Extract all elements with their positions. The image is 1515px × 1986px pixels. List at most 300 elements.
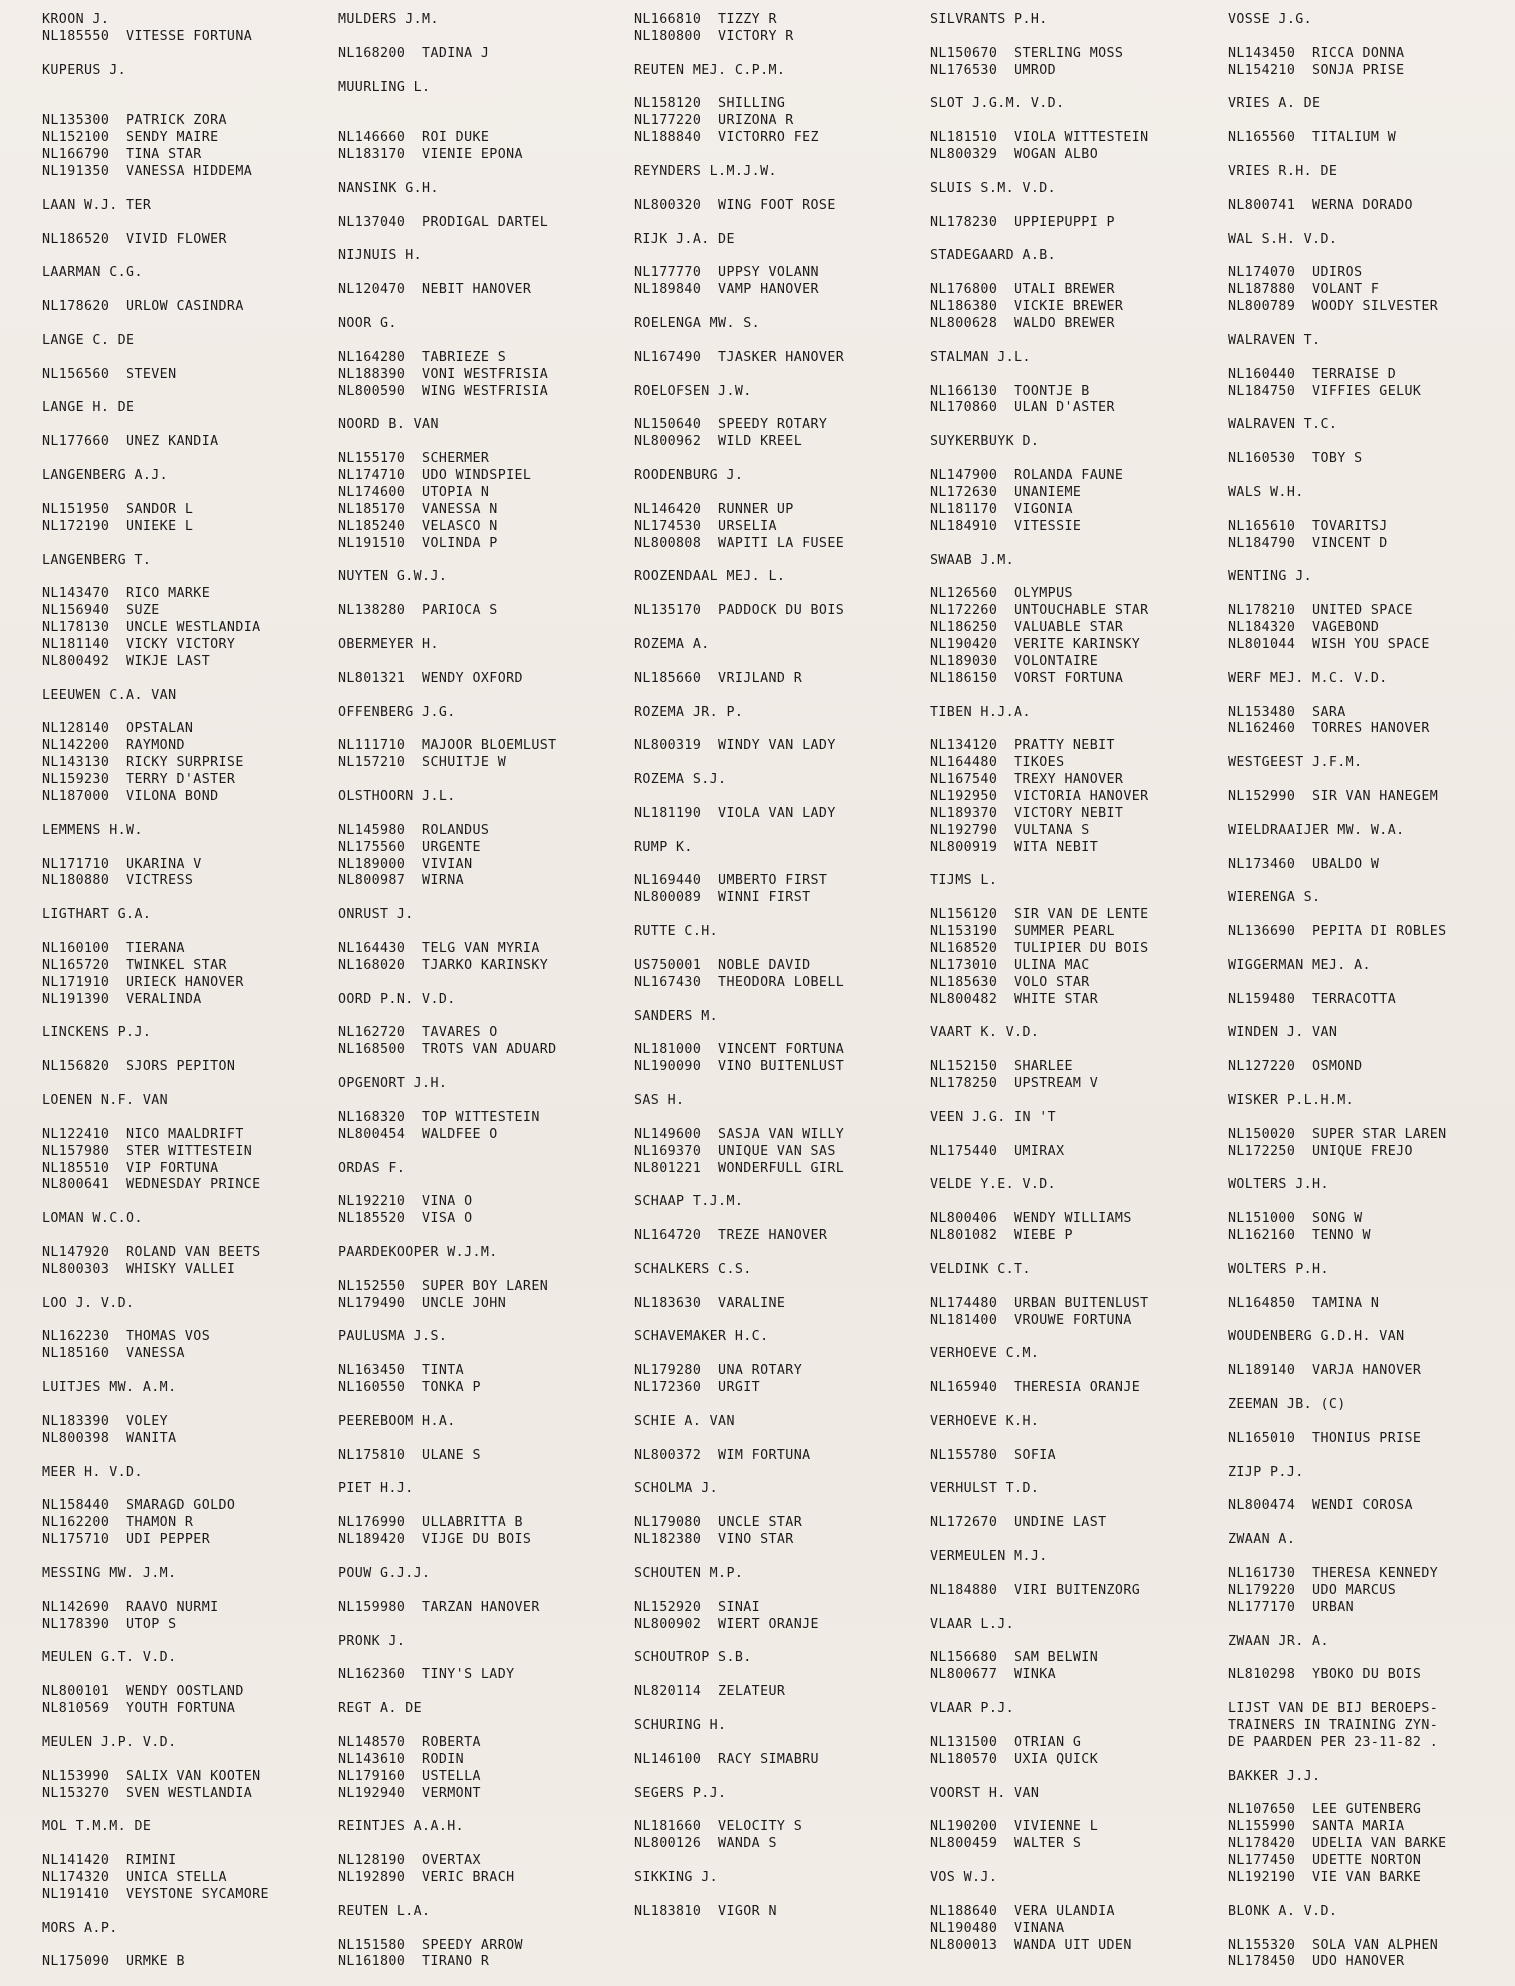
text-line: NL156560 STEVEN <box>42 366 177 382</box>
text-line <box>338 1093 634 1110</box>
text-line <box>1228 772 1515 789</box>
text-line: VRIES R.H. DE <box>1228 164 1338 180</box>
text-line: NL122410 NICO MAALDRIFT <box>42 1126 244 1142</box>
text-line: NL173010 ULINA MAC <box>930 957 1090 973</box>
text-line: REGT A. DE <box>338 1701 423 1717</box>
text-line: ROOZENDAAL MEJ. L. <box>634 569 786 585</box>
text-line: RUTTE C.H. <box>634 924 719 940</box>
text-line <box>1228 1887 1515 1904</box>
text-line <box>42 1076 338 1093</box>
text-line: NL156120 SIR VAN DE LENTE <box>930 907 1149 923</box>
text-line: WENTING J. <box>1228 569 1313 585</box>
text-line: NL172630 UNANIEME <box>930 484 1082 500</box>
text-line <box>930 1397 1226 1414</box>
text-line: NL153480 SARA <box>1228 704 1346 720</box>
text-line <box>634 46 930 63</box>
text-line: NL800641 WEDNESDAY PRINCE <box>42 1177 261 1193</box>
text-line: WERF MEJ. M.C. V.D. <box>1228 670 1388 686</box>
text-line: NL174070 UDIROS <box>1228 265 1363 281</box>
text-line: NL152100 SENDY MAIRE <box>42 130 219 146</box>
text-line: NL174530 URSELIA <box>634 518 777 534</box>
text-line: OLSTHOORN J.L. <box>338 788 456 804</box>
text-line <box>338 772 634 789</box>
text-line <box>42 890 338 907</box>
text-line: NL800454 WALDFEE O <box>338 1126 498 1142</box>
text-line <box>634 1110 930 1127</box>
text-line <box>42 1110 338 1127</box>
text-line <box>1228 181 1515 198</box>
text-line: NL179080 UNCLE STAR <box>634 1515 803 1531</box>
text-line: STADEGAARD A.B. <box>930 248 1057 264</box>
text-line: PIET H.J. <box>338 1481 414 1497</box>
text-line <box>338 1549 634 1566</box>
text-line: NL164720 TREZE HANOVER <box>634 1228 828 1244</box>
text-line: LANGE H. DE <box>42 400 135 416</box>
text-line: SCHOUTROP S.B. <box>634 1650 752 1666</box>
text-line <box>930 1245 1226 1262</box>
text-line: NL168320 TOP WITTESTEIN <box>338 1109 540 1125</box>
text-line <box>930 1431 1226 1448</box>
text-line: NL151580 SPEEDY ARROW <box>338 1937 523 1953</box>
text-line: VOSSE J.G. <box>1228 12 1313 27</box>
text-line <box>930 1532 1226 1549</box>
text-line <box>634 1465 930 1482</box>
text-line <box>930 1093 1226 1110</box>
text-line: ZWAAN A. <box>1228 1532 1296 1548</box>
text-line <box>634 1701 930 1718</box>
text-line <box>42 1938 338 1955</box>
text-line <box>930 1887 1226 1904</box>
text-line <box>1228 1481 1515 1498</box>
text-line <box>634 1211 930 1228</box>
text-line: NL184320 VAGEBOND <box>1228 620 1380 636</box>
text-line <box>1228 1921 1515 1938</box>
text-line: NL143470 RICO MARKE <box>42 586 211 602</box>
text-line <box>338 890 634 907</box>
text-line <box>930 367 1226 384</box>
text-line <box>42 1718 338 1735</box>
text-line: LAAN W.J. TER <box>42 197 152 213</box>
text-line: NL184880 VIRI BUITENZORG <box>930 1582 1141 1598</box>
text-line <box>42 840 338 857</box>
text-line: NL177220 URIZONA R <box>634 113 794 129</box>
text-line: NL810569 YOUTH FORTUNA <box>42 1701 236 1717</box>
text-line: NL150640 SPEEDY ROTARY <box>634 417 828 433</box>
text-line <box>1228 1279 1515 1296</box>
text-line <box>1228 1245 1515 1262</box>
text-line: NL178250 UPSTREAM V <box>930 1076 1099 1092</box>
text-line <box>1228 80 1515 97</box>
text-line: WOLTERS P.H. <box>1228 1261 1329 1277</box>
text-line: NL146420 RUNNER UP <box>634 501 794 517</box>
text-line: NL186380 VICKIE BREWER <box>930 299 1124 315</box>
text-line <box>930 1042 1226 1059</box>
text-line: NL185550 VITESSE FORTUNA <box>42 28 253 44</box>
text-line: NL178450 UDO HANOVER <box>1228 1954 1405 1970</box>
text-line: VEEN J.G. IN 'T <box>930 1109 1057 1125</box>
text-line <box>338 1617 634 1634</box>
text-line: NL156940 SUZE <box>42 603 160 619</box>
text-line: WOUDENBERG G.D.H. VAN <box>1228 1329 1405 1345</box>
text-line: NL165560 TITALIUM W <box>1228 130 1397 146</box>
text-line: LOMAN W.C.O. <box>42 1211 143 1227</box>
text-line <box>1228 113 1515 130</box>
text-line: NL176990 ULLABRITTA B <box>338 1515 523 1531</box>
text-line: REYNDERS L.M.J.W. <box>634 164 777 180</box>
text-line <box>338 299 634 316</box>
text-line <box>634 1245 930 1262</box>
text-line: NL169440 UMBERTO FIRST <box>634 873 828 889</box>
text-line: NL162460 TORRES HANOVER <box>1228 721 1430 737</box>
text-line: NL160530 TOBY S <box>1228 451 1363 467</box>
text-line: NL183630 VARALINE <box>634 1295 786 1311</box>
text-line <box>338 1498 634 1515</box>
text-line: NL152150 SHARLEE <box>930 1059 1073 1075</box>
text-line: WIELDRAAIJER MW. W.A. <box>1228 822 1405 838</box>
text-line: NL181190 VIOLA VAN LADY <box>634 805 836 821</box>
text-line: NL175710 UDI PEPPER <box>42 1532 211 1548</box>
text-line <box>930 80 1226 97</box>
text-line: NL174320 UNICA STELLA <box>42 1869 227 1885</box>
text-line: NL801221 WONDERFULL GIRL <box>634 1160 845 1176</box>
text-line <box>1228 1042 1515 1059</box>
text-line <box>1228 806 1515 823</box>
text-line: NL188390 VONI WESTFRISIA <box>338 366 549 382</box>
text-line: NL192210 VINA O <box>338 1194 473 1210</box>
text-line <box>1228 1009 1515 1026</box>
text-line <box>930 857 1226 874</box>
text-line <box>338 198 634 215</box>
text-line <box>930 417 1226 434</box>
text-line: ZEEMAN JB. (C) <box>1228 1397 1346 1413</box>
text-line <box>1228 1194 1515 1211</box>
text-line <box>634 857 930 874</box>
text-line: NL190480 VINANA <box>930 1920 1065 1936</box>
text-line: NL157980 STER WITTESTEIN <box>42 1143 253 1159</box>
text-line: NL190200 VIVIENNE L <box>930 1819 1099 1835</box>
text-line <box>930 1802 1226 1819</box>
text-line <box>634 620 930 637</box>
text-line <box>1228 1650 1515 1667</box>
text-line: NL192950 VICTORIA HANOVER <box>930 788 1149 804</box>
text-line <box>930 1769 1226 1786</box>
text-line: NL800319 WINDY VAN LADY <box>634 738 836 754</box>
text-line: SCHIE A. VAN <box>634 1413 735 1429</box>
text-line <box>338 1397 634 1414</box>
text-line: NL174710 UDO WINDSPIEL <box>338 468 532 484</box>
column-3 <box>634 12 930 1921</box>
text-line <box>338 586 634 603</box>
text-line: NL172360 URGIT <box>634 1380 761 1396</box>
text-line <box>338 1921 634 1938</box>
text-line: NL186520 VIVID FLOWER <box>42 231 227 247</box>
text-line: NL156820 SJORS PEPITON <box>42 1059 236 1075</box>
text-line: NL178130 UNCLE WESTLANDIA <box>42 620 261 636</box>
text-line <box>338 620 634 637</box>
text-line: NL151000 SONG W <box>1228 1211 1363 1227</box>
text-line: NL131500 OTRIAN G <box>930 1734 1082 1750</box>
text-line: NL107650 LEE GUTENBERG <box>1228 1802 1422 1818</box>
column-5 <box>1228 12 1515 1971</box>
text-line: LEEUWEN C.A. VAN <box>42 687 177 703</box>
text-line <box>42 1397 338 1414</box>
text-line <box>634 654 930 671</box>
text-line <box>338 1465 634 1482</box>
text-line: NL166810 TIZZY R <box>634 12 777 27</box>
text-line <box>634 1279 930 1296</box>
text-line: MESSING MW. J.M. <box>42 1565 177 1581</box>
text-line <box>338 1684 634 1701</box>
text-line <box>634 333 930 350</box>
text-line: NL160100 TIERANA <box>42 940 185 956</box>
text-line <box>1228 975 1515 992</box>
text-line: VAART K. V.D. <box>930 1025 1040 1041</box>
text-line <box>42 924 338 941</box>
text-line: NL181510 VIOLA WITTESTEIN <box>930 130 1149 146</box>
text-line: NL178390 UTOP S <box>42 1616 177 1632</box>
text-line: NL127220 OSMOND <box>1228 1059 1363 1075</box>
text-line: NL181400 VROUWE FORTUNA <box>930 1312 1132 1328</box>
text-line <box>634 147 930 164</box>
text-line <box>42 671 338 688</box>
text-line: NL177770 UPPSY VOLANN <box>634 265 819 281</box>
text-line: NL179490 UNCLE JOHN <box>338 1295 507 1311</box>
text-line: SCHOUTEN M.P. <box>634 1565 744 1581</box>
text-line <box>634 1346 930 1363</box>
text-line <box>42 1904 338 1921</box>
text-line: NL191390 VERALINDA <box>42 991 202 1007</box>
text-line: VLAAR L.J. <box>930 1616 1015 1632</box>
text-line: VERHOEVE C.M. <box>930 1346 1040 1362</box>
text-line <box>42 1313 338 1330</box>
text-line: SCHOLMA J. <box>634 1481 719 1497</box>
text-line: NL162200 THAMON R <box>42 1515 194 1531</box>
text-line <box>1228 468 1515 485</box>
text-line <box>930 1684 1226 1701</box>
text-line <box>634 1853 930 1870</box>
text-line: NL155990 SANTA MARIA <box>1228 1819 1405 1835</box>
text-line: SCHALKERS C.S. <box>634 1261 752 1277</box>
text-line: NL800329 WOGAN ALBO <box>930 147 1099 163</box>
text-line: NL168500 TROTS VAN ADUARD <box>338 1042 557 1058</box>
text-line: NL179160 USTELLA <box>338 1768 481 1784</box>
text-line: NL800482 WHITE STAR <box>930 991 1099 1007</box>
text-line: NL166790 TINA STAR <box>42 147 202 163</box>
text-line <box>930 265 1226 282</box>
text-line: LINCKENS P.J. <box>42 1025 152 1041</box>
text-line: NL185160 VANESSA <box>42 1346 185 1362</box>
text-line: REUTEN L.A. <box>338 1903 431 1919</box>
text-line <box>634 248 930 265</box>
text-line: NL153190 SUMMER PEARL <box>930 924 1115 940</box>
text-line <box>338 1059 634 1076</box>
text-line <box>634 1802 930 1819</box>
text-line <box>42 1752 338 1769</box>
text-line: POUW G.J.J. <box>338 1565 431 1581</box>
text-line <box>930 1127 1226 1144</box>
text-line <box>1228 502 1515 519</box>
text-line: NL183810 VIGOR N <box>634 1903 777 1919</box>
text-line: LIJST VAN DE BIJ BEROEPS- <box>1228 1701 1439 1717</box>
text-line <box>338 1650 634 1667</box>
column-4 <box>930 12 1226 1954</box>
text-line <box>930 1161 1226 1178</box>
text-line <box>42 215 338 232</box>
text-line: NL138280 PARIOCA S <box>338 603 498 619</box>
text-line <box>1228 1313 1515 1330</box>
text-line: US750001 NOBLE DAVID <box>634 957 811 973</box>
text-line: WALRAVEN T. <box>1228 332 1321 348</box>
text-line: NL171710 UKARINA V <box>42 856 202 872</box>
text-line: SEGERS P.J. <box>634 1785 727 1801</box>
text-line: NL161730 THERESA KENNEDY <box>1228 1565 1439 1581</box>
text-line: LOO J. V.D. <box>42 1295 135 1311</box>
text-line <box>930 29 1226 46</box>
text-line <box>1228 147 1515 164</box>
text-line <box>42 569 338 586</box>
text-line: LUITJES MW. A.M. <box>42 1380 177 1396</box>
text-line <box>338 164 634 181</box>
text-line <box>930 1853 1226 1870</box>
text-line: WISKER P.L.H.M. <box>1228 1093 1355 1108</box>
text-line <box>1228 840 1515 857</box>
text-line: NL171910 URIECK HANOVER <box>42 974 244 990</box>
text-line: NL190420 VERITE KARINSKY <box>930 636 1141 652</box>
text-line <box>930 1279 1226 1296</box>
text-line: VELDINK C.T. <box>930 1261 1031 1277</box>
text-line: PAULUSMA J.S. <box>338 1329 448 1345</box>
text-line: NL168200 TADINA J <box>338 45 490 61</box>
text-line: VELDE Y.E. V.D. <box>930 1177 1057 1193</box>
text-line <box>42 1042 338 1059</box>
text-line <box>930 198 1226 215</box>
text-line <box>42 1667 338 1684</box>
text-line <box>634 299 930 316</box>
text-line <box>42 806 338 823</box>
text-line: NL164430 TELG VAN MYRIA <box>338 940 540 956</box>
text-line: NL153270 SVEN WESTLANDIA <box>42 1785 253 1801</box>
text-line: ROELENGA MW. S. <box>634 316 761 332</box>
text-line <box>338 721 634 738</box>
text-line: MEER H. V.D. <box>42 1464 143 1480</box>
text-line <box>338 1009 634 1026</box>
text-line: NL192940 VERMONT <box>338 1785 481 1801</box>
text-line <box>1228 738 1515 755</box>
text-line <box>42 1194 338 1211</box>
text-line: NL172260 UNTOUCHABLE STAR <box>930 603 1149 619</box>
text-line <box>634 1549 930 1566</box>
text-line: NL120470 NEBIT HANOVER <box>338 282 532 298</box>
text-line <box>42 248 338 265</box>
text-line <box>1228 907 1515 924</box>
text-line <box>1228 1380 1515 1397</box>
text-line: NL147920 ROLAND VAN BEETS <box>42 1245 261 1261</box>
text-line: NL187000 VILONA BOND <box>42 788 219 804</box>
text-line <box>42 705 338 722</box>
text-line: OBERMEYER H. <box>338 636 439 652</box>
text-line: NL149600 SASJA VAN WILLY <box>634 1126 845 1142</box>
text-line: SUYKERBUYK D. <box>930 434 1040 450</box>
text-line <box>634 1431 930 1448</box>
text-line: NL192190 VIE VAN BARKE <box>1228 1869 1422 1885</box>
text-line: SCHAAP T.J.M. <box>634 1194 744 1210</box>
text-line <box>930 1634 1226 1651</box>
text-line: NL143610 RODIN <box>338 1751 465 1767</box>
text-line: NL189840 VAMP HANOVER <box>634 282 819 298</box>
text-line <box>42 1279 338 1296</box>
text-line: NL143450 RICCA DONNA <box>1228 45 1405 61</box>
text-line: NL166130 TOONTJE B <box>930 383 1090 399</box>
text-line: NL800406 WENDY WILLIAMS <box>930 1211 1132 1227</box>
text-line: NL180880 VICTRESS <box>42 873 194 889</box>
text-line: OPGENORT J.H. <box>338 1076 448 1092</box>
text-line: NL155320 SOLA VAN ALPHEN <box>1228 1937 1439 1953</box>
text-line: NL173460 UBALDO W <box>1228 856 1380 872</box>
text-line: NL174480 URBAN BUITENLUST <box>930 1295 1149 1311</box>
text-line: NL189370 VICTORY NEBIT <box>930 805 1124 821</box>
text-line <box>930 721 1226 738</box>
text-line <box>930 113 1226 130</box>
text-line: NL158440 SMARAGD GOLDO <box>42 1498 236 1514</box>
text-line <box>634 992 930 1009</box>
text-line: MEULEN G.T. V.D. <box>42 1650 177 1666</box>
text-line: NL800628 WALDO BREWER <box>930 316 1115 332</box>
text-line: RIJK J.A. DE <box>634 231 735 247</box>
text-line: NANSINK G.H. <box>338 180 439 196</box>
text-line <box>338 265 634 282</box>
text-line: LIGTHART G.A. <box>42 907 152 923</box>
text-line <box>634 1397 930 1414</box>
text-line: NL801082 WIEBE P <box>930 1228 1073 1244</box>
text-line <box>42 1549 338 1566</box>
text-line <box>42 1481 338 1498</box>
text-line <box>930 1566 1226 1583</box>
text-line: NL134120 PRATTY NEBIT <box>930 738 1115 754</box>
text-line: NL192890 VERIC BRACH <box>338 1869 515 1885</box>
text-line: REUTEN MEJ. C.P.M. <box>634 62 786 78</box>
text-line: NL800789 WOODY SILVESTER <box>1228 299 1439 315</box>
text-line <box>930 1498 1226 1515</box>
text-line: NL800303 WHISKY VALLEI <box>42 1261 236 1277</box>
text-line <box>1228 350 1515 367</box>
text-line: NL186150 VORST FORTUNA <box>930 670 1124 686</box>
text-line <box>338 400 634 417</box>
text-line <box>42 417 338 434</box>
text-line: PAARDEKOOPER W.J.M. <box>338 1245 498 1261</box>
text-line <box>1228 316 1515 333</box>
text-line: NL185170 VANESSA N <box>338 501 498 517</box>
text-line <box>634 451 930 468</box>
text-line: NL164280 TABRIEZE S <box>338 349 507 365</box>
text-line: NOOR G. <box>338 316 397 332</box>
text-line: NL175440 UMIRAX <box>930 1143 1065 1159</box>
text-line <box>1228 29 1515 46</box>
text-line: NL187880 VOLANT F <box>1228 282 1380 298</box>
text-line: NL820114 ZELATEUR <box>634 1684 786 1700</box>
text-line: NL152920 SINAI <box>634 1599 761 1615</box>
text-line: NL169370 UNIQUE VAN SAS <box>634 1143 836 1159</box>
text-line: NL161800 TIRANO R <box>338 1954 490 1970</box>
text-line <box>338 1431 634 1448</box>
text-line: WALRAVEN T.C. <box>1228 417 1338 433</box>
text-line <box>930 232 1226 249</box>
text-line: ZIJP P.J. <box>1228 1464 1304 1480</box>
text-line <box>634 485 930 502</box>
text-line: NUYTEN G.W.J. <box>338 569 448 585</box>
text-line: NL165720 TWINKEL STAR <box>42 957 227 973</box>
text-line: NL135300 PATRICK ZORA <box>42 113 227 129</box>
text-line: NL151950 SANDOR L <box>42 501 194 517</box>
